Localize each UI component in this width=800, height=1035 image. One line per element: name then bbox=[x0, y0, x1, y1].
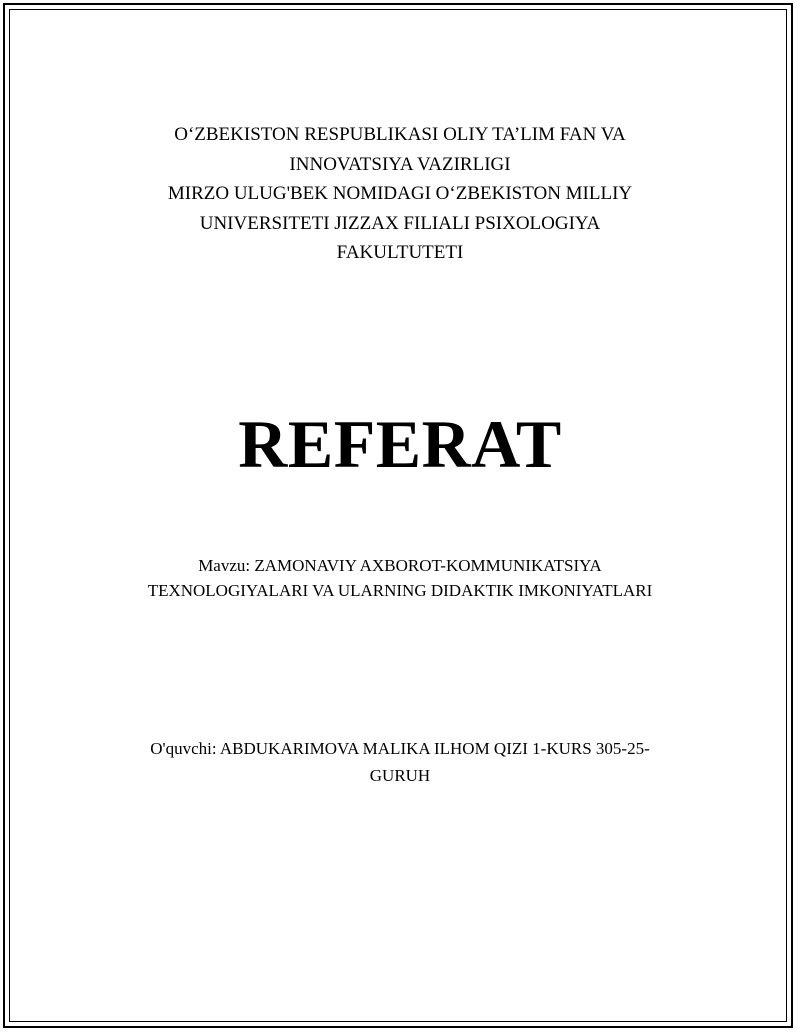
header-line-2: INNOVATSIYA VAZIRLIGI bbox=[289, 153, 511, 175]
topic-line-2: TEXNOLOGIYALARI VA ULARNING DIDAKTIK IMKONIYATLARI bbox=[147, 581, 653, 600]
student-line-2: GURUH bbox=[369, 766, 431, 785]
student-line-1: O'quvchi: ABDUKARIMOVA MALIKA ILHOM QIZI 1-KURS 305-25- bbox=[150, 739, 650, 758]
topic-section bbox=[60, 553, 740, 603]
header-line-1: O‘ZBEKISTON RESPUBLIKASI OLIY TA’LIM FAN VA bbox=[174, 124, 626, 145]
header-line-3: MIRZO ULUG'BEK NOMIDAGI O‘ZBEKISTON MILLIY bbox=[167, 183, 633, 204]
header-line-5: FAKULTUTETI bbox=[336, 242, 464, 263]
student-section bbox=[60, 735, 740, 789]
topic-line-1: Mavzu: ZAMONAVIY AXBOROT-KOMMUNIKATSIYA bbox=[198, 556, 602, 575]
document-title: REFERAT bbox=[238, 406, 562, 482]
institution-header bbox=[60, 120, 740, 268]
header-line-4: UNIVERSITETI JIZZAX FILIALI PSIXOLOGIYA bbox=[199, 212, 601, 234]
